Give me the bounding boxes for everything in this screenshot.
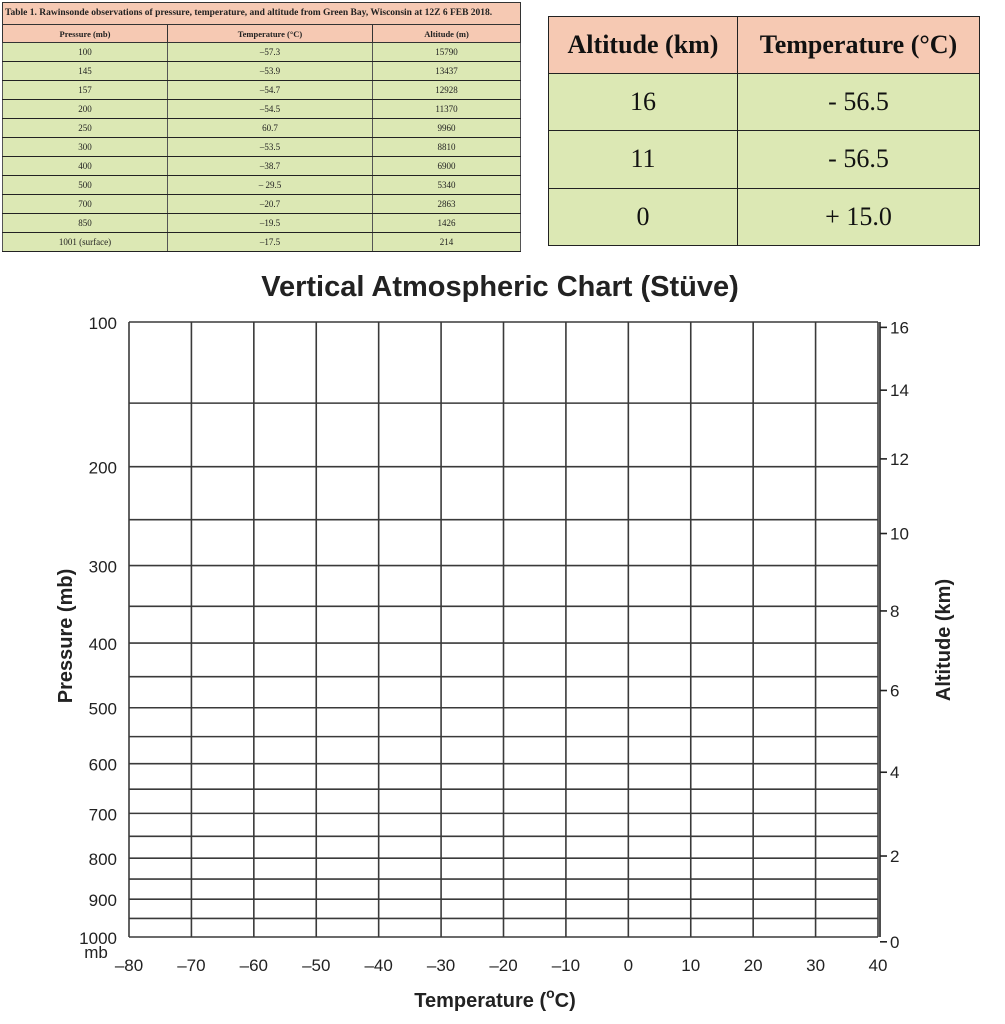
temperature-tick-label: –50 xyxy=(302,956,331,975)
cell-altitude: 0 xyxy=(549,188,738,245)
cell-altitude: 12928 xyxy=(373,81,521,100)
cell-pressure: 250 xyxy=(3,119,168,138)
cell-pressure: 300 xyxy=(3,138,168,157)
table-row xyxy=(3,233,521,252)
cell-temperature: 60.7 xyxy=(168,119,373,138)
pressure-tick-label: 600 xyxy=(88,755,117,775)
cell-temperature: –38.7 xyxy=(168,157,373,176)
cell-altitude: 11 xyxy=(549,131,738,188)
cell-temperature: – 29.5 xyxy=(168,176,373,195)
table-row xyxy=(3,214,521,233)
cell-altitude: 6900 xyxy=(373,157,521,176)
altitude-tick-label: 10 xyxy=(890,524,909,544)
cell-temperature: –53.9 xyxy=(168,62,373,81)
cell-temperature: –17.5 xyxy=(168,233,373,252)
chart-title: Vertical Atmospheric Chart (Stüve) xyxy=(261,271,739,303)
cell-altitude: 9960 xyxy=(373,119,521,138)
rawinsonde-table-caption: Table 1. Rawinsonde observations of pressure, temperature, and altitude from Green Bay, Wisconsin at 12Z 6 FEB 2018. xyxy=(2,2,521,24)
cell-pressure: 850 xyxy=(3,214,168,233)
altitude-tick-label: 14 xyxy=(890,381,909,401)
pressure-tick-label: 700 xyxy=(88,805,117,825)
cell-temperature: - 56.5 xyxy=(738,74,980,131)
cell-altitude: 13437 xyxy=(373,62,521,81)
tick-labels xyxy=(79,314,909,975)
cell-altitude: 16 xyxy=(549,74,738,131)
temperature-tick-label: –70 xyxy=(177,956,206,975)
table-row xyxy=(549,74,980,131)
pressure-tick-label: 800 xyxy=(88,850,117,870)
header-altitude: Altitude (m) xyxy=(373,25,521,43)
cell-temperature: –53.5 xyxy=(168,138,373,157)
altitude-tick-label: 4 xyxy=(890,763,900,783)
cell-altitude: 8810 xyxy=(373,138,521,157)
table-row xyxy=(3,62,521,81)
table-header-row xyxy=(549,17,980,74)
temperature-tick-label: –30 xyxy=(426,956,456,975)
table-row xyxy=(3,176,521,195)
temperature-tick-label: –40 xyxy=(364,956,393,975)
altitude-tick-label: 12 xyxy=(890,449,909,469)
altitude-tick-label: 6 xyxy=(890,681,900,701)
cell-pressure: 100 xyxy=(3,43,168,62)
header-temperature-c: Temperature (°C) xyxy=(738,17,980,74)
grid-lines xyxy=(129,322,880,937)
cell-pressure: 400 xyxy=(3,157,168,176)
cell-pressure: 157 xyxy=(3,81,168,100)
altitude-tick-label: 16 xyxy=(890,318,909,338)
altitude-tick-label: 0 xyxy=(890,932,900,952)
pressure-unit-label: mb xyxy=(84,943,108,962)
table-row xyxy=(3,195,521,214)
y-axis-label: Pressure (mb) xyxy=(55,568,77,704)
cell-temperature: –54.5 xyxy=(168,100,373,119)
header-pressure: Pressure (mb) xyxy=(3,25,168,43)
header-altitude-km: Altitude (km) xyxy=(549,17,738,74)
cell-altitude: 15790 xyxy=(373,43,521,62)
cell-temperature: - 56.5 xyxy=(738,131,980,188)
standard-atmosphere-table xyxy=(548,16,980,246)
pressure-tick-label: 100 xyxy=(88,314,117,333)
temperature-tick-label: –10 xyxy=(551,956,581,975)
table-row xyxy=(3,100,521,119)
cell-altitude: 2863 xyxy=(373,195,521,214)
cell-altitude: 1426 xyxy=(373,214,521,233)
table-row xyxy=(549,131,980,188)
cell-pressure: 1001 (surface) xyxy=(3,233,168,252)
rawinsonde-table xyxy=(2,2,521,252)
temperature-tick-label: –80 xyxy=(114,956,144,975)
table-row xyxy=(549,188,980,245)
x-axis-label: Temperature ($^o$C) xyxy=(414,985,576,1012)
cell-pressure: 500 xyxy=(3,176,168,195)
temperature-tick-label: 0 xyxy=(623,956,634,975)
cell-altitude: 11370 xyxy=(373,100,521,119)
cell-temperature: –57.3 xyxy=(168,43,373,62)
temperature-tick-label: 40 xyxy=(868,956,888,975)
altitude-tick-label: 8 xyxy=(890,601,900,621)
pressure-tick-label: 1000 xyxy=(79,929,117,948)
cell-pressure: 700 xyxy=(3,195,168,214)
pressure-tick-label: 500 xyxy=(88,699,117,719)
temperature-tick-label: –20 xyxy=(489,956,518,975)
table-row xyxy=(3,157,521,176)
table-row xyxy=(3,138,521,157)
temperature-tick-label: 20 xyxy=(743,956,763,975)
table-row xyxy=(3,81,521,100)
pressure-tick-label: 200 xyxy=(88,458,117,478)
table-row xyxy=(3,43,521,62)
header-temperature: Temperature (°C) xyxy=(168,25,373,43)
cell-temperature: + 15.0 xyxy=(738,188,980,245)
cell-temperature: –19.5 xyxy=(168,214,373,233)
cell-altitude: 5340 xyxy=(373,176,521,195)
altitude-tick-label: 2 xyxy=(890,847,900,867)
cell-altitude: 214 xyxy=(373,233,521,252)
cell-pressure: 200 xyxy=(3,100,168,119)
stuve-chart xyxy=(0,262,1005,1024)
cell-temperature: –54.7 xyxy=(168,81,373,100)
y2-axis-label: Altitude (km) xyxy=(933,578,955,702)
pressure-tick-label: 300 xyxy=(88,557,117,577)
cell-temperature: –20.7 xyxy=(168,195,373,214)
table-row xyxy=(3,119,521,138)
pressure-tick-label: 900 xyxy=(88,891,117,911)
temperature-tick-label: –60 xyxy=(239,956,269,975)
cell-pressure: 145 xyxy=(3,62,168,81)
table-header-row xyxy=(3,25,521,43)
temperature-tick-label: 30 xyxy=(806,956,826,975)
temperature-tick-label: 10 xyxy=(681,956,701,975)
pressure-tick-label: 400 xyxy=(88,635,117,655)
